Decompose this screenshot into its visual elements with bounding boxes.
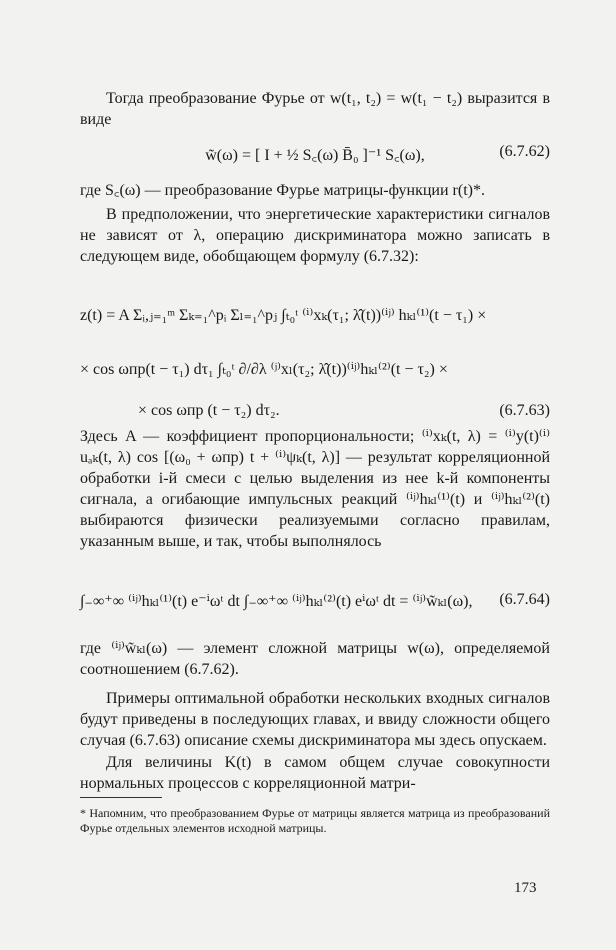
paragraph-text: Для величины K(t) в самом общем случае совокупности нормальных процессов с корреляционной матри- bbox=[80, 754, 550, 792]
paragraph-examples bbox=[80, 688, 550, 751]
equation-6-7-63-line-3 bbox=[80, 402, 550, 420]
footnote bbox=[80, 806, 550, 836]
equation-number: (6.7.62) bbox=[499, 143, 550, 160]
equation-body: ∫₋∞⁺∞ ⁽ⁱʲ⁾hₖₗ⁽¹⁾(t) e⁻ⁱωᵗ dt ∫₋∞⁺∞ ⁽ⁱʲ⁾hₖₗ⁽²⁾(t) eⁱωᵗ dt = ⁽ⁱʲ⁾w̃ₖₗ(ω), bbox=[80, 593, 473, 610]
paragraph-fourier-note bbox=[80, 180, 550, 201]
paragraph-text: В предположении, что энергетические характеристики сигналов не зависят от λ, операцию дискриминатора можно записать в следующем виде, обобщающем формулу (6.7.32): bbox=[80, 206, 550, 265]
paragraph-text: где S꜀(ω) — преобразование Фурье матрицы-функции r(t)*. bbox=[80, 182, 485, 199]
footnote-divider bbox=[80, 797, 162, 798]
equation-body: z(t) = A Σᵢ,ⱼ₌₁ᵐ Σₖ₌₁^pᵢ Σₗ₌₁^pⱼ ∫ₜ₀ᵗ ⁽ⁱ⁾xₖ(τ₁; λ̂(t))⁽ⁱʲ⁾ hₖₗ⁽¹⁾(t − τ₁) × bbox=[80, 307, 487, 324]
paragraph-matrix-element bbox=[80, 638, 550, 680]
equation-body: w̃(ω) = [ I + ½ S꜀(ω) B̄₀ ]⁻¹ S꜀(ω), bbox=[205, 147, 425, 164]
paragraph-definitions bbox=[80, 426, 550, 552]
paragraph-text: где ⁽ⁱʲ⁾w̃ₖₗ(ω) — элемент сложной матрицы w(ω), определяемой соотношением (6.7.62). bbox=[80, 640, 550, 678]
equation-6-7-63-line-2 bbox=[80, 359, 550, 379]
paragraph-assumption bbox=[80, 204, 550, 267]
footnote-text: * Напомним, что преобразованием Фурье от матрицы является матрица из преобразований Фурье отдельных элементов исходной матрицы. bbox=[80, 806, 550, 835]
equation-body: × cos ωпр(t − τ₁) dτ₁ ∫ₜ₀ᵗ ∂/∂λ ⁽ʲ⁾xₗ(τ₂; λ̂(t))⁽ⁱʲ⁾hₖₗ⁽²⁾(t − τ₂) × bbox=[80, 361, 448, 378]
equation-number: (6.7.63) bbox=[499, 402, 550, 419]
equation-6-7-63-line-1 bbox=[80, 305, 550, 325]
paragraph-k-value bbox=[80, 752, 550, 794]
equation-6-7-62 bbox=[80, 143, 550, 165]
equation-number: (6.7.64) bbox=[499, 591, 550, 608]
paragraph-text: Тогда преобразование Фурье от w(t₁, t₂) = w(t₁ − t₂) выразится в виде bbox=[80, 90, 550, 128]
equation-body: × cos ωпр (t − τ₂) dτ₂. bbox=[138, 402, 280, 419]
paragraph-text: Примеры оптимальной обработки нескольких входных сигналов будут приведены в последующих главах, и ввиду сложности общего случая (6.7.63) описание схемы дискриминатора мы здесь опускаем. bbox=[80, 690, 550, 749]
paragraph-text: Здесь A — коэффициент пропорциональности; ⁽ⁱ⁾xₖ(t, λ) = ⁽ⁱ⁾y(t)⁽ⁱ⁾uₐₖ(t, λ) cos [(ω₀ + ωпр) t + ⁽ⁱ⁾ψₖ(t, λ)] — результат корреляционной обработки i-й смеси с целью выделения из нее k-й компоненты сигнала, а огибающие импульсных реакций ⁽ⁱʲ⁾hₖₗ⁽¹⁾(t) и ⁽ⁱʲ⁾hₖₗ⁽²⁾(t) выбираются физически реализуемыми согласно правилам, указанным выше, и так, чтобы выполнялось bbox=[80, 428, 550, 550]
page-number: 173 bbox=[514, 880, 537, 896]
equation-6-7-64 bbox=[80, 591, 550, 611]
paragraph-intro bbox=[80, 88, 550, 130]
